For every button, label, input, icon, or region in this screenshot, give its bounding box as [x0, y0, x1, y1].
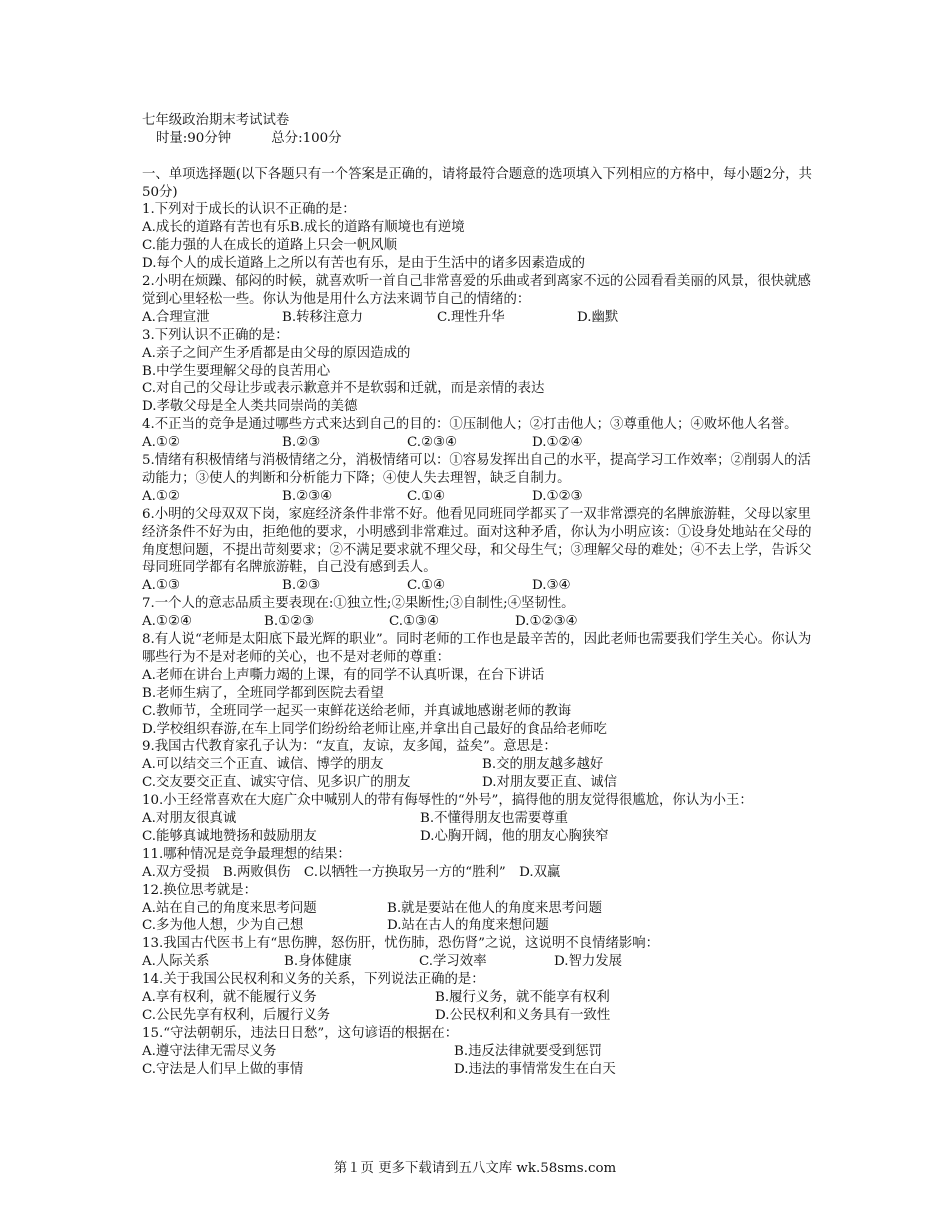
- answer-option: B.履行义务，就不能享有权利: [435, 989, 610, 1005]
- answer-options-row: [142, 1043, 814, 1061]
- answer-option: D.①②③: [532, 488, 583, 504]
- answer-options-row: [142, 900, 814, 918]
- answer-option: A.①②: [142, 435, 180, 451]
- answer-option: B.老师生病了，全班同学都到医院去看望: [142, 685, 384, 701]
- exam-page: [142, 112, 814, 1078]
- question-stem: 10.小王经常喜欢在大庭广众中喊别人的带有侮辱性的“外号”，搞得他的朋友觉得很尴尬，你认为小王：: [142, 793, 753, 809]
- answer-option: B.违反法律就要受到惩罚: [454, 1043, 603, 1059]
- answer-option: A.双方受损 B.两败俱伤 C.以牺牲一方换取另一方的“胜利” D.双赢: [142, 864, 561, 880]
- answer-option: A.成长的道路有苦也有乐B.成长的道路有顺境也有逆境: [142, 220, 465, 236]
- question-stem: 12.换位思考就是：: [142, 882, 258, 898]
- question-13: [142, 935, 814, 971]
- answer-option: D.学校组织春游,在车上同学们纷纷给老师让座,并拿出自己最好的食品给老师吃: [142, 721, 607, 737]
- question-stem: 9.我国古代教育家孔子认为：“友直，友谅，友多闻，益矣”。意思是：: [142, 739, 557, 755]
- question-3: [142, 327, 814, 416]
- question-stem: 2.小明在烦躁、郁闷的时候，就喜欢听一首自己非常喜爱的乐曲或者到离家不远的公园看看美丽的风景，很快就感觉到心里轻松一些。你认为他是用什么方法来调节自己的情绪的：: [142, 274, 811, 307]
- question-2: [142, 273, 814, 327]
- question-stem: 3.下列认识不正确的是：: [142, 327, 289, 343]
- answer-option: C.公民先享有权利，后履行义务: [142, 1007, 331, 1023]
- answer-option: A.老师在讲台上声嘶力竭的上课，有的同学不认真听课，在台下讲话: [142, 667, 545, 683]
- answer-options-row: [142, 810, 814, 828]
- answer-option: C.教师节，全班同学一起买一束鲜花送给老师，并真诚地感谢老师的教诲: [142, 703, 572, 719]
- question-stem: 13.我国古代医书上有“思伤脾，怒伤肝，忧伤肺，恐伤肾”之说，这说明不良情绪影响：: [142, 936, 660, 952]
- exam-title: 七年级政治期末考试试卷: [142, 113, 290, 128]
- answer-option: B.转移注意力: [282, 309, 364, 325]
- answer-option: D.①②③④: [515, 614, 578, 630]
- page-footer: 第１页 更多下载请到五八文库 wk.58sms.com: [333, 1161, 617, 1176]
- question-stem: 6.小明的父母双双下岗，家庭经济条件非常不好。他看见同班同学都买了一双非常漂亮的名牌旅游鞋，父母以家里经济条件不好为由，拒绝他的要求，小明感到非常难过。面对这种矛盾，你认为小明应该：①设身处地站在父母的角度想问题，不提出苛刻要求；②不满足要求就不理父母，和父母生气；③理解父母的难处；④不去上学，告诉父母同班同学都有名牌旅游鞋，自己没有感到丢人。: [142, 506, 812, 576]
- answer-options-row: [142, 917, 814, 935]
- answer-option: C.守法是人们早上做的事情: [142, 1061, 304, 1077]
- answer-option: D.智力发展: [554, 954, 623, 970]
- answer-option: D.幽默: [577, 309, 619, 325]
- answer-option: C.①③④: [389, 614, 440, 630]
- answer-option: D.每个人的成长道路上之所以有苦也有乐，是由于生活中的诸多因素造成的: [142, 256, 586, 272]
- question-7: [142, 595, 814, 631]
- answer-option: C.理性升华: [437, 309, 505, 325]
- time-score-line: 时量:90分钟 总分:100分: [156, 130, 342, 146]
- answer-option: C.学习效率: [419, 954, 487, 970]
- question-stem: 4.不正当的竞争是通过哪些方式来达到自己的目的：①压制他人；②打击他人；③尊重他人；④败坏他人名誉。: [142, 417, 798, 433]
- answer-option: C.①④: [407, 488, 446, 504]
- answer-option: B.②③: [282, 435, 321, 451]
- answer-options-row: [142, 613, 814, 631]
- question-10: [142, 792, 814, 846]
- answer-option: B.中学生要理解父母的良苦用心: [142, 363, 331, 379]
- answer-options-row: [142, 488, 814, 506]
- question-15: [142, 1025, 814, 1079]
- answer-option: A.①②: [142, 488, 180, 504]
- answer-option: C.能力强的人在成长的道路上只会一帆风顺: [142, 238, 398, 254]
- answer-option: D.对朋友要正直、诚信: [482, 775, 618, 791]
- answer-option: D.孝敬父母是全人类共同崇尚的美德: [142, 399, 358, 415]
- answer-option: A.亲子之间产生矛盾都是由父母的原因造成的: [142, 345, 411, 361]
- answer-option: D.③④: [532, 578, 571, 594]
- question-stem: 8.有人说“老师是太阳底下最光辉的职业”。同时老师的工作也是最辛苦的，因此老师也需要我们学生关心。你认为哪些行为不是对老师的关心，也不是对老师的尊重：: [142, 632, 812, 665]
- answer-option: C.②③④: [407, 435, 458, 451]
- answer-option: B.不懂得朋友也需要尊重: [420, 811, 569, 827]
- answer-option: A.人际关系: [142, 954, 210, 970]
- question-5: [142, 452, 814, 506]
- answer-option: C.对自己的父母让步或表示歉意并不是软弱和迁就，而是亲情的表达: [142, 381, 545, 397]
- answer-options-row: [142, 989, 814, 1007]
- answer-options-row: [142, 1007, 814, 1025]
- answer-options-row: [142, 577, 814, 595]
- question-6: [142, 506, 814, 596]
- question-14: [142, 971, 814, 1025]
- answer-option: A.合理宣泄: [142, 309, 210, 325]
- answer-option: B.交的朋友越多越好: [482, 757, 604, 773]
- section-heading: 一、单项选择题(以下各题只有一个答案是正确的，请将最符合题意的选项填入下列相应的方格中，每小题2分，共50分): [142, 166, 812, 200]
- answer-option: D.站在古人的角度来想问题: [387, 918, 549, 934]
- answer-option: A.可以结交三个正直、诚信、博学的朋友: [142, 757, 384, 773]
- question-12: [142, 882, 814, 936]
- answer-option: A.①②④: [142, 614, 192, 630]
- answer-option: C.能够真诚地赞扬和鼓励朋友: [142, 828, 317, 844]
- question-stem: 11.哪种情况是竞争最理想的结果：: [142, 846, 351, 862]
- answer-options-row: [142, 309, 814, 327]
- answer-option: D.公民权利和义务具有一致性: [435, 1007, 611, 1023]
- question-stem: 14.关于我国公民权利和义务的关系，下列说法正确的是：: [142, 972, 485, 988]
- answer-option: B.①②③: [264, 614, 315, 630]
- question-stem: 1.下列对于成长的认识不正确的是：: [142, 202, 356, 218]
- question-stem: 5.情绪有积极情绪与消极情绪之分，消极情绪可以：①容易发挥出自己的水平，提高学习工作效率；②削弱人的活动能力；③使人的判断和分析能力下降；④使人失去理智，缺乏自制力。: [142, 453, 811, 486]
- answer-option: C.交友要交正直、诚实守信、见多识广的朋友: [142, 775, 411, 791]
- answer-options-row: [142, 1061, 814, 1079]
- answer-option: C.多为他人想，少为自己想: [142, 918, 304, 934]
- answer-option: A.遵守法律无需尽义务: [142, 1043, 277, 1059]
- answer-option: D.心胸开阔，他的朋友心胸狭窄: [420, 828, 609, 844]
- answer-option: A.对朋友很真诚: [142, 811, 237, 827]
- question-9: [142, 738, 814, 792]
- answer-option: B.②③④: [282, 488, 333, 504]
- question-8: [142, 631, 814, 738]
- question-11: [142, 846, 814, 882]
- question-4: [142, 416, 814, 452]
- answer-option: B.就是要站在他人的角度来思考问题: [387, 900, 602, 916]
- answer-options-row: [142, 828, 814, 846]
- question-1: [142, 201, 814, 273]
- answer-option: C.①④: [407, 578, 446, 594]
- answer-option: D.①②④: [532, 435, 583, 451]
- answer-option: A.享有权利，就不能履行义务: [142, 989, 317, 1005]
- answer-options-row: [142, 774, 814, 792]
- question-list: [142, 201, 814, 1078]
- answer-options-row: [142, 434, 814, 452]
- answer-options-row: [142, 756, 814, 774]
- answer-option: B.身体健康: [284, 954, 352, 970]
- answer-option: B.②③: [282, 578, 321, 594]
- answer-option: A.①③: [142, 578, 180, 594]
- question-stem: 15.“守法朝朝乐，违法日日愁”，这句谚语的根据在：: [142, 1025, 459, 1041]
- answer-options-row: [142, 953, 814, 971]
- question-stem: 7.一个人的意志品质主要表现在:①独立性;②果断性;③自制性;④坚韧性。: [142, 596, 575, 612]
- answer-option: A.站在自己的角度来思考问题: [142, 900, 317, 916]
- answer-option: D.违法的事情常发生在白天: [454, 1061, 616, 1077]
